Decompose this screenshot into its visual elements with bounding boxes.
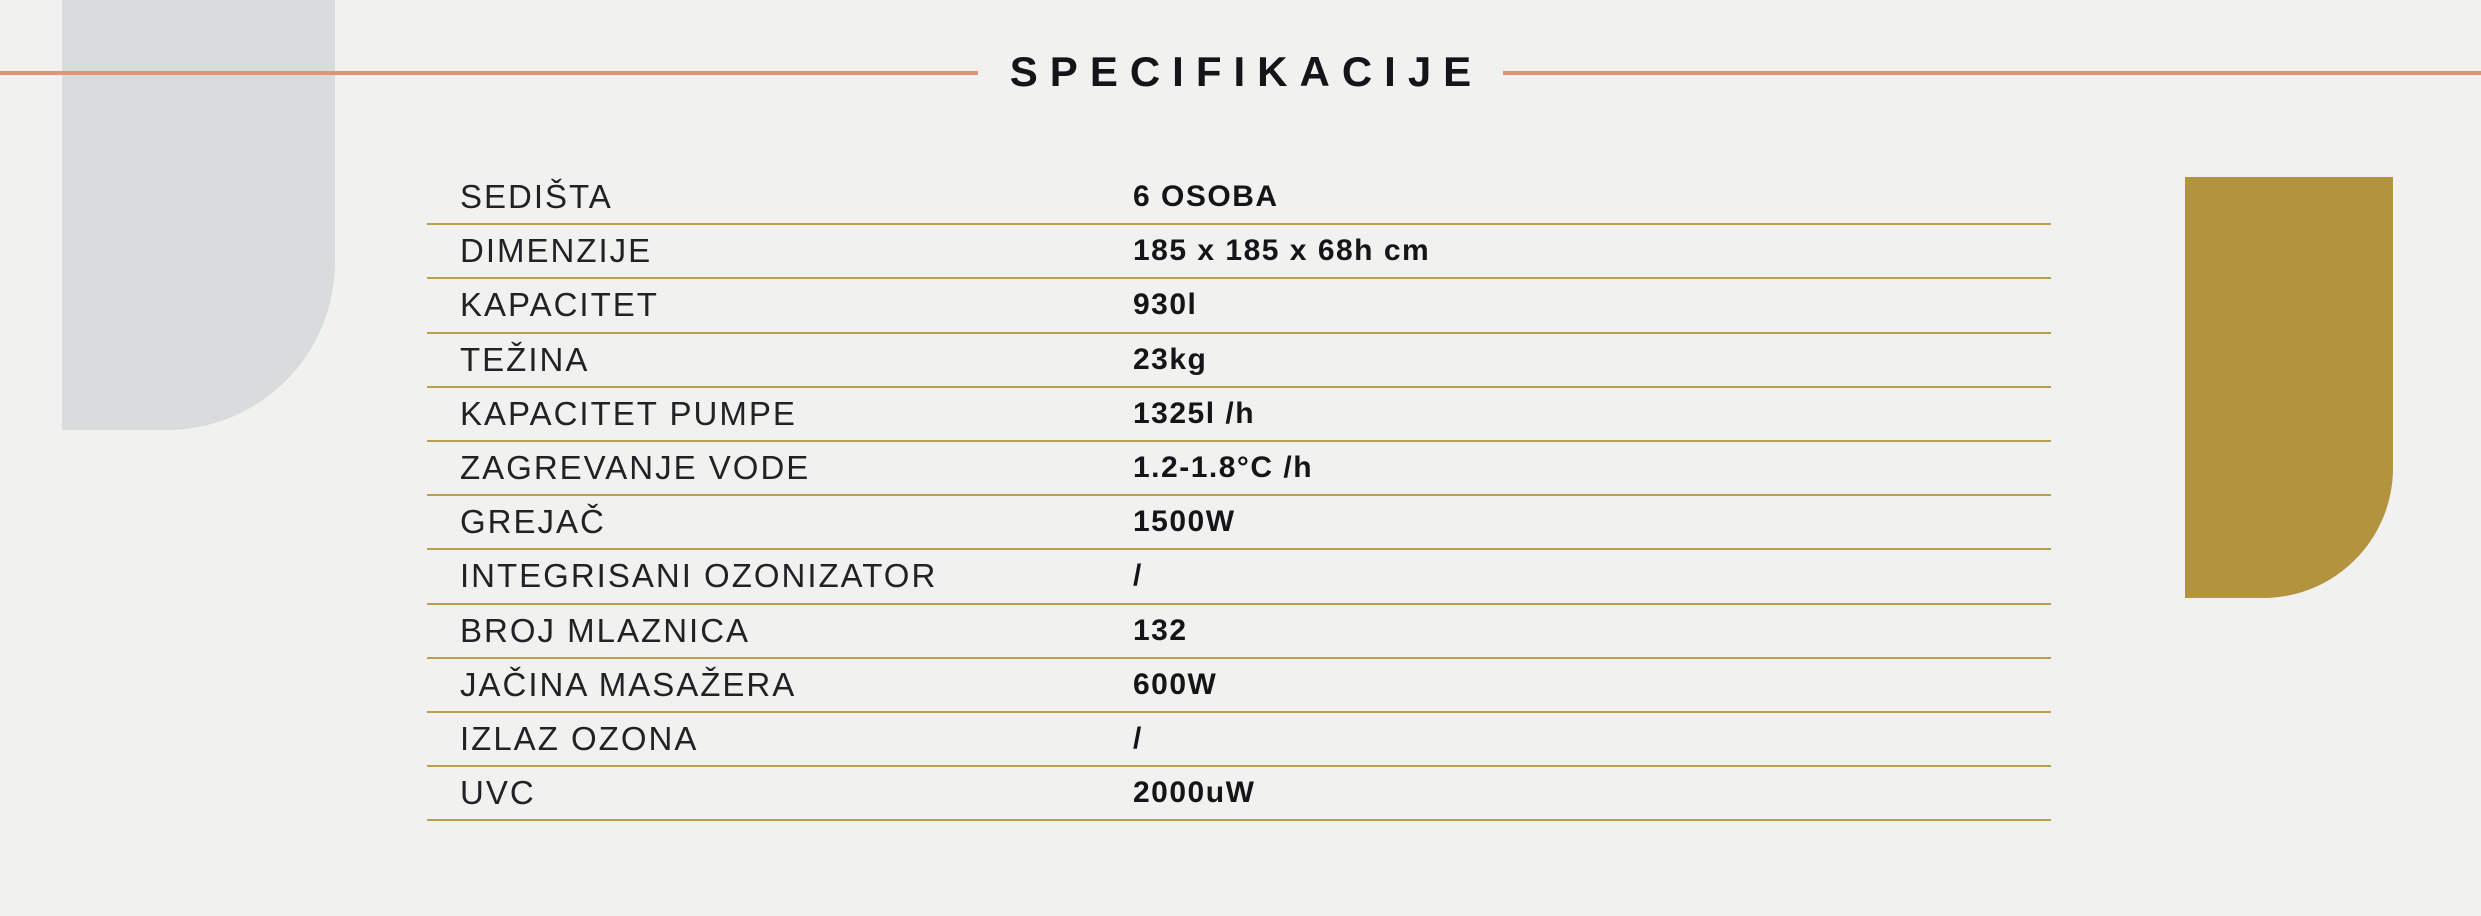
table-row: [427, 334, 2051, 388]
spec-value: 600W: [1133, 667, 1218, 701]
spec-label: TEŽINA: [460, 340, 590, 378]
spec-label: BROJ MLAZNICA: [460, 611, 751, 649]
specifications-table: [427, 171, 2051, 821]
table-row: [427, 605, 2051, 659]
table-row: [427, 659, 2051, 713]
table-row: [427, 171, 2051, 225]
spec-value: 1.2-1.8°C /h: [1133, 451, 1314, 485]
table-row: [427, 225, 2051, 279]
spec-label: ZAGREVANJE VODE: [460, 449, 811, 487]
spec-label: SEDIŠTA: [460, 178, 613, 216]
table-row: [427, 713, 2051, 767]
table-row: [427, 388, 2051, 442]
spec-label: KAPACITET: [460, 286, 659, 324]
spec-value: /: [1133, 559, 1143, 593]
table-row: [427, 496, 2051, 550]
spec-label: KAPACITET PUMPE: [460, 394, 797, 432]
spec-value: 6 OSOBA: [1133, 180, 1279, 214]
spec-label: INTEGRISANI OZONIZATOR: [460, 557, 938, 595]
table-row: [427, 550, 2051, 604]
spec-label: DIMENZIJE: [460, 232, 653, 270]
spec-label: JAČINA MASAŽERA: [460, 665, 797, 703]
table-row: [427, 442, 2051, 496]
spec-value: 23kg: [1133, 342, 1208, 376]
spec-value: 930l: [1133, 288, 1198, 322]
spec-label: GREJAČ: [460, 503, 606, 541]
right-decor-shape: [2185, 177, 2393, 598]
spec-value: 2000uW: [1133, 776, 1256, 810]
spec-value: 1500W: [1133, 505, 1236, 539]
spec-label: IZLAZ OZONA: [460, 719, 699, 757]
spec-label: UVC: [460, 774, 536, 812]
spec-value: 1325l /h: [1133, 396, 1256, 430]
title-bar: [0, 0, 2481, 102]
page-title: SPECIFIKACIJE: [978, 42, 1503, 102]
spec-value: 185 x 185 x 68h cm: [1133, 234, 1431, 268]
table-row: [427, 279, 2051, 333]
spec-value: /: [1133, 721, 1143, 755]
spec-value: 132: [1133, 613, 1188, 647]
table-row: [427, 767, 2051, 821]
